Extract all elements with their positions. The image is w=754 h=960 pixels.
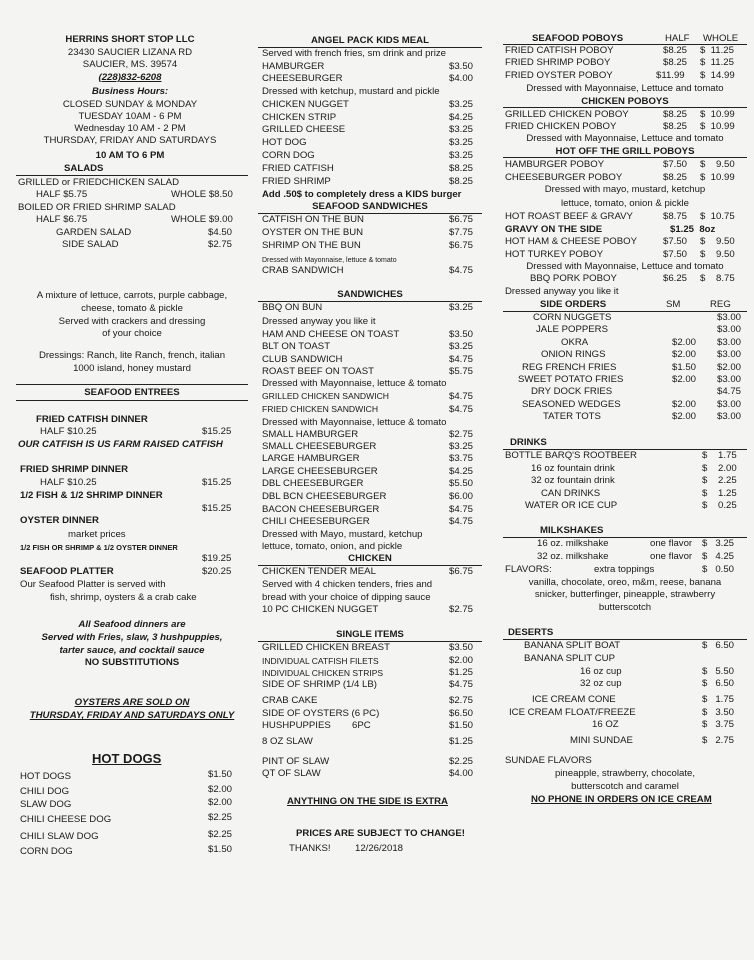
dressings: 1000 island, honey mustard [73, 363, 191, 374]
side-sm-price: $2.00 [672, 398, 697, 410]
ham-whole: $ 9.50 [700, 236, 735, 247]
poboy-item: HAMBURGER POBOY [505, 159, 605, 170]
ham-poboy: HOT HAM & CHEESE POBOY [505, 236, 638, 247]
whole-column-label: WHOLE [703, 33, 739, 44]
hot-dogs-title: HOT DOGS [92, 751, 162, 766]
hours-line: 10 AM TO 6 PM [95, 150, 165, 161]
hot-dog-item: SLAW DOG [20, 799, 72, 810]
side-sm-price: $1.50 [672, 361, 697, 373]
business-name: HERRINS SHORT STOP LLC [65, 34, 195, 45]
hot-dog-price: $1.50 [208, 844, 233, 855]
oyster-market-price: market prices [68, 529, 126, 540]
hot-dog-price: $2.25 [208, 829, 233, 840]
chicken-poboys-title: CHICKEN POBOYS [581, 96, 669, 107]
sandwich-item: FRIED CHICKEN SANDWICH [262, 404, 379, 414]
grill-dressed: Dressed with mayo, mustard, ketchup [544, 184, 706, 195]
salad-line: HALF $6.75 [36, 214, 88, 225]
sandwich-price: $3.75 [449, 453, 474, 464]
sandwich-item: CHILI CHEESEBURGER [262, 516, 370, 527]
kids-price: $8.25 [449, 163, 474, 174]
catfish-note: OUR CATFISH IS US FARM RAISED CATFISH [18, 439, 223, 450]
seafood-sandwich-price: $7.75 [449, 227, 474, 238]
poboy-dressed: Dressed with Mayonnaise, Lettuce and tomato [526, 133, 724, 144]
served-with: All Seafood dinners are [78, 619, 186, 630]
side-order-item: SEASONED WEDGES [522, 398, 621, 410]
single-item: INDIVIDUAL CHICKEN STRIPS [262, 668, 384, 678]
milkshake-item: 16 oz. milkshake [537, 538, 609, 549]
single-item: HUSHPUPPIES [262, 720, 331, 731]
hot-dog-price: $1.50 [208, 769, 233, 780]
shrimp-price: $15.25 [202, 477, 232, 488]
kids-item: HAMBURGER [262, 61, 325, 72]
bbq-whole: $ 8.75 [700, 273, 735, 284]
turkey-dressed: Dressed with Mayonnaise, Lettuce and tomato [526, 261, 724, 272]
side-order-item: JALE POPPERS [536, 324, 608, 336]
sandwich-item: LARGE HAMBURGER [262, 453, 360, 464]
drink-item: CAN DRINKS [541, 487, 601, 499]
drink-price: $ 1.25 [702, 487, 737, 499]
single-price: $1.25 [449, 667, 474, 678]
milkshake-flavor: one flavor [650, 538, 693, 549]
side-sm-price: $2.00 [672, 336, 697, 348]
flavors-label: FLAVORS: [505, 564, 552, 575]
desert-price: $ 6.50 [702, 640, 735, 651]
salad-desc: Served with crackers and dressing [58, 316, 206, 327]
single-price: $1.25 [449, 736, 474, 747]
desert-item: 16 OZ [592, 719, 619, 730]
poboy-whole-price: $ 10.99 [700, 121, 735, 132]
milkshake-flavor: one flavor [650, 551, 693, 562]
milkshake-price: $ 4.25 [702, 551, 735, 562]
single-items-title: SINGLE ITEMS [336, 629, 404, 640]
deserts-title: DESERTS [508, 627, 554, 638]
oyster-combo: 1/2 FISH OR SHRIMP & 1/2 OYSTER DINNER [20, 543, 178, 552]
hot-dog-price: $2.00 [208, 797, 233, 808]
single-price: $2.00 [449, 655, 474, 666]
hot-dog-item: CORN DOG [20, 846, 73, 857]
seafood-sandwich-item: SHRIMP ON THE BUN [262, 240, 361, 251]
desert-price: $ 3.75 [702, 719, 735, 730]
city-address: SAUCIER, MS. 39574 [82, 59, 178, 70]
side-sm-price: $2.00 [672, 374, 697, 385]
side-orders-title: SIDE ORDERS [540, 299, 607, 310]
entrees-divider-top [16, 384, 248, 385]
desert-item: 32 oz cup [580, 678, 622, 689]
poboy-half-price: $11.99 [656, 70, 685, 81]
single-price: $2.75 [449, 695, 474, 706]
extra-toppings: extra toppings [594, 564, 655, 575]
chicken-desc: bread with your choice of dipping sauce [262, 592, 431, 603]
salad-line: BOILED OR FRIED SHRIMP SALAD [18, 202, 176, 213]
sandwich-item: GRILLED CHICKEN SANDWICH [262, 391, 390, 401]
milkshake-item: 32 oz. milkshake [537, 551, 609, 562]
kids-price: $3.25 [449, 137, 474, 148]
drinks-title: DRINKS [510, 437, 547, 448]
poboy-half-price: $8.25 [663, 109, 688, 120]
poboy-whole-price: $ 11.25 [700, 45, 734, 56]
crab-sandwich-price: $4.75 [449, 265, 474, 276]
prices-change-note: PRICES ARE SUBJECT TO CHANGE! [296, 828, 465, 839]
desert-price: $ 6.50 [702, 678, 735, 689]
desert-item: ICE CREAM CONE [532, 694, 616, 705]
single-item: QT OF SLAW [262, 768, 321, 779]
sandwich-price: $4.75 [449, 404, 474, 415]
kids-add-note: Add .50$ to completely dress a KIDS burger [262, 189, 462, 200]
bbq-dressed: Dressed anyway you like it [505, 286, 619, 297]
oysters-sold: OYSTERS ARE SOLD ON [74, 697, 190, 708]
single-item-qty: 6PC [352, 720, 371, 731]
single-item: 8 OZ SLAW [262, 736, 313, 747]
side-reg-price: $3.00 [717, 398, 742, 410]
side-reg-price: $2.00 [717, 361, 742, 373]
oyster-dinner: OYSTER DINNER [20, 515, 99, 526]
side-order-item: DRY DOCK FRIES [531, 386, 613, 398]
poboy-half-price: $7.50 [663, 159, 688, 170]
poboy-item: FRIED SHRIMP POBOY [505, 57, 611, 68]
ham-half: $7.50 [663, 236, 688, 247]
seafood-sandwich-item: OYSTER ON THE BUN [262, 227, 364, 238]
roast-beef-whole: $ 10.75 [700, 211, 735, 222]
salads-divider [16, 175, 248, 176]
poboy-whole-price: $ 10.99 [700, 109, 735, 120]
side-reg-price: $4.75 [717, 386, 742, 398]
single-price: $1.50 [449, 720, 474, 731]
salad-line: GRILLED or FRIEDCHICKEN SALAD [18, 177, 179, 188]
hot-dog-item: HOT DOGS [20, 771, 71, 782]
oysters-sold: THURSDAY, FRIDAY AND SATURDAYS ONLY [29, 710, 235, 721]
sandwich-price: $4.75 [449, 504, 474, 515]
single-price: $6.50 [449, 708, 474, 719]
hours-title: Business Hours: [91, 86, 169, 97]
sandwich-item: BLT ON TOAST [262, 341, 331, 352]
side-sm-price: $2.00 [672, 349, 697, 361]
sandwich-price: $3.25 [449, 302, 474, 313]
single-price: $4.75 [449, 679, 474, 690]
sandwich-price: $2.75 [449, 429, 474, 440]
fish-shrimp-dinner: 1/2 FISH & 1/2 SHRIMP DINNER [20, 490, 163, 501]
kids-price: $8.25 [449, 176, 474, 187]
drink-price: $ 0.25 [702, 500, 737, 511]
sandwich-item: SMALL HAMBURGER [262, 429, 359, 440]
sandwich-note: Dressed with Mayonnaise, lettuce & tomato [262, 378, 447, 389]
street-address: 23430 SAUCIER LIZANA RD [67, 47, 193, 58]
salad-desc: cheese, tomato & pickle [81, 303, 183, 314]
poboy-half-price: $8.25 [663, 57, 688, 68]
salad-price: WHOLE $9.00 [171, 214, 233, 225]
shrimp-dinner: FRIED SHRIMP DINNER [20, 464, 129, 475]
sandwich-price: $4.75 [449, 354, 474, 365]
milkshake-flavors: butterscotch [598, 602, 652, 613]
single-item: GRILLED CHICKEN BREAST [262, 642, 390, 653]
chicken-tender-meal: CHICKEN TENDER MEAL [262, 566, 376, 577]
turkey-whole: $ 9.50 [700, 249, 735, 260]
drink-item: 16 oz fountain drink [531, 462, 615, 474]
catfish-price: $15.25 [202, 426, 232, 437]
roast-beef-half: $8.75 [663, 211, 688, 222]
dressings: Dressings: Ranch, lite Ranch, french, italian [38, 350, 226, 361]
milkshake-flavors: vanilla, chocolate, oreo, m&m, reese, banana [528, 577, 722, 588]
sandwich-item: DBL BCN CHEESEBURGER [262, 491, 387, 502]
single-item: PINT OF SLAW [262, 756, 330, 767]
served-with: tarter sauce, and cocktail sauce [59, 645, 205, 656]
salad-price: WHOLE $8.50 [171, 189, 233, 200]
no-substitutions: NO SUBSTITUTIONS [84, 657, 180, 668]
sandwich-price: $3.50 [449, 329, 474, 340]
sundae-flavors: pineapple, strawberry, chocolate, [554, 768, 696, 779]
kids-item: HOT DOG [262, 137, 307, 148]
single-item: INDIVIDUAL CATFISH FILETS [262, 656, 379, 666]
kids-price: $4.25 [449, 112, 474, 123]
hot-dog-item: CHILI CHEESE DOG [20, 814, 112, 825]
hot-dog-item: CHILI SLAW DOG [20, 831, 99, 842]
poboy-item: FRIED CATFISH POBOY [505, 45, 614, 56]
milkshake-price: $ 3.25 [702, 538, 735, 549]
side-reg-price: $3.00 [717, 411, 742, 423]
single-item: SIDE OF SHRIMP (1/4 LB) [262, 679, 377, 690]
salad-line: HALF $5.75 [36, 189, 88, 200]
side-order-item: ONION RINGS [541, 349, 606, 361]
side-order-item: SWEET POTATO FRIES [518, 374, 624, 385]
half-column-label: HALF [665, 33, 690, 44]
platter-price: $20.25 [202, 566, 232, 577]
sandwich-item: LARGE CHEESEBURGER [262, 466, 378, 477]
drink-item: WATER OR ICE CUP [525, 500, 618, 511]
platter-desc: fish, shrimp, oysters & a crab cake [50, 592, 197, 603]
side-extra-note: ANYTHING ON THE SIDE IS EXTRA [287, 796, 448, 807]
side-reg-price: $3.00 [717, 336, 742, 348]
milkshakes-title: MILKSHAKES [540, 525, 604, 536]
side-sm-price: $2.00 [672, 411, 697, 423]
sandwich-item: ROAST BEEF ON TOAST [262, 366, 374, 377]
chicken-title: CHICKEN [348, 553, 392, 564]
side-reg-price: $3.00 [717, 324, 742, 336]
kids-item: CHICKEN NUGGET [262, 99, 349, 110]
poboy-whole-price: $ 14.99 [700, 70, 735, 81]
side-order-item: REG FRENCH FRIES [522, 361, 617, 373]
grill-poboys-divider [503, 157, 747, 158]
seafood-sandwich-price: $6.75 [449, 240, 474, 251]
shrimp-half: HALF $10.25 [40, 477, 97, 488]
kids-item: CORN DOG [262, 150, 315, 161]
side-reg-price: $3.00 [717, 312, 742, 323]
poboy-dressed: Dressed with Mayonnaise, Lettuce and tomato [526, 83, 724, 94]
hours-line: THURSDAY, FRIDAY AND SATURDAYS [43, 135, 217, 146]
phone-number: (228)832-6208 [98, 72, 162, 83]
sandwich-note: lettuce, tomato, onion, and pickle [262, 541, 403, 552]
poboy-whole-price: $ 10.99 [700, 172, 735, 183]
hot-dog-price: $2.00 [208, 784, 233, 795]
oyster-combo-price: $19.25 [202, 553, 232, 564]
salad-desc: of your choice [102, 328, 162, 339]
catfish-dinner: FRIED CATFISH DINNER [36, 414, 148, 425]
seafood-sandwich-item: CATFISH ON THE BUN [262, 214, 364, 225]
sandwich-item: CLUB SANDWICH [262, 354, 343, 365]
sandwich-item: SMALL CHEESEBURGER [262, 441, 377, 452]
served-with: Served with Fries, slaw, 3 hushpuppies, [41, 632, 223, 643]
poboy-item: CHEESEBURGER POBOY [505, 172, 623, 183]
kids-dressed: Dressed with ketchup, mustard and pickle [262, 86, 440, 97]
milkshake-flavors: snicker, butterfinger, pineapple, strawberry [534, 589, 716, 600]
kids-price: $3.25 [449, 99, 474, 110]
seafood-sandwich-price: $6.75 [449, 214, 474, 225]
poboy-item: FRIED OYSTER POBOY [505, 70, 613, 81]
sandwich-price: $4.25 [449, 466, 474, 477]
salads-title: SALADS [64, 163, 104, 174]
sandwich-price: $5.75 [449, 366, 474, 377]
fish-shrimp-price: $15.25 [202, 503, 232, 514]
toppings-price: $ 0.50 [702, 564, 735, 575]
drink-item: BOTTLE BARQ'S ROOTBEER [505, 450, 637, 461]
catfish-half: HALF $10.25 [40, 426, 97, 437]
poboy-half-price: $8.25 [663, 45, 688, 56]
side-reg-price: $3.00 [717, 349, 742, 361]
desert-item: BANANA SPLIT BOAT [524, 640, 621, 651]
hot-dog-item: CHILI DOG [20, 786, 70, 797]
seafood-poboys-title: SEAFOOD POBOYS [532, 33, 624, 44]
drink-price: $ 2.00 [702, 462, 737, 474]
kids-note: Served with french fries, sm drink and prize [262, 48, 446, 59]
kids-item: GRILLED CHEESE [262, 124, 346, 135]
sandwich-price: $3.25 [449, 341, 474, 352]
turkey-poboy: HOT TURKEY POBOY [505, 249, 604, 260]
sandwich-item: BACON CHEESEBURGER [262, 504, 380, 515]
sandwich-price: $4.75 [449, 516, 474, 527]
desert-item: BANANA SPLIT CUP [524, 653, 615, 664]
kids-item: FRIED SHRIMP [262, 176, 331, 187]
sundae-flavors: butterscotch and caramel [571, 781, 679, 792]
drink-item: 32 oz fountain drink [531, 475, 615, 486]
poboy-whole-price: $ 11.25 [700, 57, 734, 68]
salad-price: $2.75 [208, 239, 233, 250]
seafood-sandwiches-title: SEAFOOD SANDWICHES [312, 201, 428, 212]
grill-poboys-title: HOT OFF THE GRILL POBOYS [555, 146, 695, 157]
sandwich-price: $6.00 [449, 491, 474, 502]
salad-price: $4.50 [208, 227, 233, 238]
side-order-item: TATER TOTS [543, 411, 601, 423]
entrees-divider [16, 400, 248, 401]
gravy-price: $1.25 8oz [670, 224, 716, 235]
chicken-poboys-divider [503, 107, 747, 108]
desert-item: MINI SUNDAE [570, 735, 633, 746]
poboy-half-price: $8.25 [663, 121, 688, 132]
single-item: CRAB CAKE [262, 695, 318, 706]
bbq-half: $6.25 [663, 273, 688, 284]
sandwich-item: BBQ ON BUN [262, 302, 323, 313]
single-price: $2.25 [449, 756, 474, 767]
sundae-flavors-title: SUNDAE FLAVORS [505, 755, 592, 766]
hours-line: Wednesday 10 AM - 2 PM [74, 123, 186, 134]
side-order-item: CORN NUGGETS [533, 312, 612, 323]
poboy-item: GRILLED CHICKEN POBOY [505, 109, 629, 120]
seafood-platter: SEAFOOD PLATTER [20, 566, 114, 577]
seafood-sandwich-dressed: Dressed with Mayonnaise, lettuce & tomato [262, 257, 397, 264]
kids-item: CHICKEN STRIP [262, 112, 337, 123]
sandwich-price: $5.50 [449, 478, 474, 489]
hours-line: CLOSED SUNDAY & MONDAY [62, 99, 198, 110]
hours-line: TUESDAY 10AM - 6 PM [78, 111, 182, 122]
platter-desc: Our Seafood Platter is served with [20, 579, 166, 590]
chicken-tender-price: $6.75 [449, 566, 474, 577]
menu-date: 12/26/2018 [355, 843, 404, 854]
single-item: SIDE OF OYSTERS (6 PC) [262, 708, 380, 719]
hot-dog-price: $2.25 [208, 812, 233, 823]
sandwich-note: Dressed anyway you like it [262, 316, 376, 327]
drink-price: $ 1.75 [702, 450, 737, 461]
sandwiches-title: SANDWICHES [337, 289, 403, 300]
kids-price: $4.00 [449, 73, 474, 84]
kids-price: $3.25 [449, 150, 474, 161]
no-phone-orders-note: NO PHONE IN ORDERS ON ICE CREAM [531, 794, 712, 805]
sandwich-note: Dressed with Mayonnaise, lettuce & tomato [262, 417, 447, 428]
grill-dressed: lettuce, tomato, onion & pickle [561, 198, 689, 209]
chicken-desc: Served with 4 chicken tenders, fries and [262, 579, 433, 590]
desert-price: $ 5.50 [702, 666, 735, 677]
single-price: $3.50 [449, 642, 474, 653]
sandwich-price: $3.25 [449, 441, 474, 452]
sandwich-price: $4.75 [449, 391, 474, 402]
side-order-item: OKRA [561, 336, 589, 348]
thanks-text: THANKS! [289, 843, 331, 854]
sandwich-item: HAM AND CHEESE ON TOAST [262, 329, 400, 340]
poboy-item: FRIED CHICKEN POBOY [505, 121, 617, 132]
kids-item: FRIED CATFISH [262, 163, 334, 174]
chicken-nugget: 10 PC CHICKEN NUGGET [262, 604, 379, 615]
turkey-half: $7.50 [663, 249, 688, 260]
sm-column-label: SM [666, 299, 681, 310]
side-reg-price: $3.00 [717, 374, 742, 385]
poboy-whole-price: $ 9.50 [700, 159, 735, 170]
sandwich-item: DBL CHEESEBURGER [262, 478, 364, 489]
poboy-half-price: $8.25 [663, 172, 688, 183]
desert-item: 16 oz cup [580, 666, 622, 677]
single-price: $4.00 [449, 768, 474, 779]
kids-meal-title: ANGEL PACK KIDS MEAL [311, 35, 429, 46]
desert-price: $ 3.50 [702, 707, 735, 718]
desert-price: $ 2.75 [702, 735, 735, 746]
gravy-side: GRAVY ON THE SIDE [505, 224, 603, 235]
chicken-nugget-price: $2.75 [449, 604, 474, 615]
salad-line: GARDEN SALAD [56, 227, 132, 238]
kids-price: $3.50 [449, 61, 474, 72]
salad-line: SIDE SALAD [62, 239, 119, 250]
drink-price: $ 2.25 [702, 475, 737, 486]
reg-column-label: REG [710, 299, 731, 310]
kids-item: CHEESEBURGER [262, 73, 343, 84]
seafood-entrees-title: SEAFOOD ENTREES [84, 387, 180, 398]
desert-price: $ 1.75 [702, 694, 735, 705]
roast-beef-poboy: HOT ROAST BEEF & GRAVY [505, 211, 633, 222]
sandwich-note: Dressed with Mayo, mustard, ketchup [262, 529, 423, 540]
bbq-poboy: BBQ PORK POBOY [530, 273, 617, 284]
desert-item: ICE CREAM FLOAT/FREEZE [509, 707, 636, 718]
salad-desc: A mixture of lettuce, carrots, purple cabbage, [36, 290, 228, 301]
crab-sandwich: CRAB SANDWICH [262, 265, 344, 276]
kids-price: $3.25 [449, 124, 474, 135]
